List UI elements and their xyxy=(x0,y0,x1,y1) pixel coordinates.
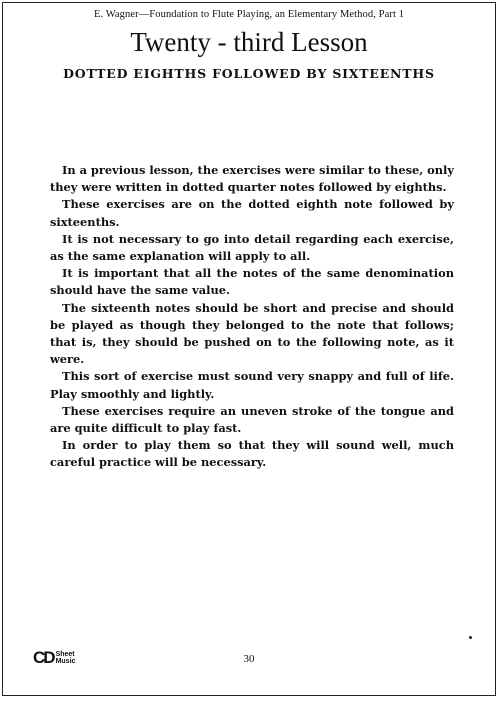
lesson-title: Twenty - third Lesson xyxy=(130,27,368,57)
paragraph: The sixteenth notes should be short and precise and should be played as though they belonged to the note that follows; that is, they should be pushed on to the following note, as it were. xyxy=(50,300,454,367)
paragraph: It is not necessary to go into detail regarding each exercise, as the same explanation will apply to all. xyxy=(50,231,454,264)
logo-mark: CD xyxy=(33,648,54,667)
logo-text-line-2: Music xyxy=(55,658,76,665)
paragraph: This sort of exercise must sound very snappy and full of life. Play smoothly and lightly. xyxy=(50,369,454,401)
paragraph: In order to play them so that they will sound well, much careful practice will be necessary. xyxy=(50,438,454,470)
sheet-music-page xyxy=(2,2,496,696)
paragraph: These exercises require an uneven stroke of the tongue and are quite difficult to play fast. xyxy=(50,403,454,436)
logo-text-line-1: Sheet xyxy=(55,651,75,658)
page-number: 30 xyxy=(243,653,255,665)
running-header: E. Wagner—Foundation to Flute Playing, an Elementary Method, Part 1 xyxy=(93,9,405,20)
paragraph: It is important that all the notes of the same denomination should have the same value. xyxy=(50,266,454,298)
paragraph: These exercises are on the dotted eighth note followed by sixteenths. xyxy=(50,197,454,229)
paragraph: In a previous lesson, the exercises were similar to these, only they were written in dotted quarter notes followed by eighths. xyxy=(50,163,454,195)
lesson-subtitle: DOTTED EIGHTHS FOLLOWED BY SIXTEENTHS xyxy=(63,66,435,81)
lesson-body xyxy=(50,162,454,472)
scan-speck xyxy=(469,636,472,639)
